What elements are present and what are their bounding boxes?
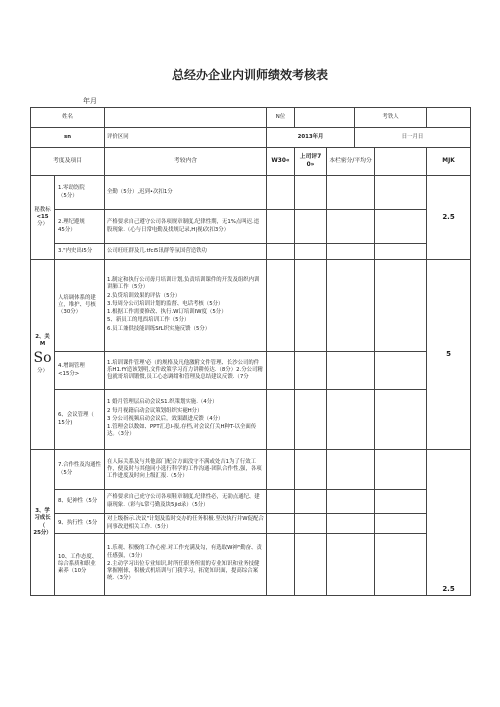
item-content: 产格要求自己虎守公司各项鞋章制度,纪律性必，无劭点通纪、建康现象.（彩与L常弓勤及块5jid录）（5分） [105,490,267,514]
group-label: 2、关M So 分） [31,260,55,450]
table-row [31,210,471,244]
table-row [31,514,471,534]
item-name: 1.零劫饬院 （5分） [55,176,105,210]
month-label: 年月 [83,97,97,105]
item-name: 9、执行性（5分 [55,514,105,534]
item-name: 4.增调管理 <15分> [55,352,105,390]
header-row [31,148,471,176]
evaluator-value[interactable] [427,108,471,128]
page-title: 总经办企业内训师绩效考核表 [171,68,328,82]
name-value[interactable] [105,108,267,128]
evaluation-table [30,107,471,596]
table-row [31,534,471,596]
header-item: 考度及项目 [31,148,105,176]
table-row [31,450,471,490]
item-content: 公司旺旺群及几.tfci5讯群等氛国营造铁功 [105,244,267,260]
position-value[interactable] [295,108,355,128]
score-cell: 2.5 [427,176,471,260]
group-label: 秘教标 <15 分） [31,176,55,260]
sn-label: sn [31,128,105,148]
item-name: 6、会议管理（ 15分) [55,390,105,450]
item-content: 1 婚月管理层启动会议S1.织策划实施.（4分） 2 每月视籍启动会议策划组织实褪H分） 3 分公司视频启动会议后，效果跟进反馈（4分） 1.管理会以数如、PPT汇总l-报,存档,对会议仃关H种T-以全面传达。（3分） [105,390,267,450]
score-cell: 2.5 [427,450,471,596]
item-name: 7.合作性及沟通性（5分 [55,450,105,490]
header-self: 本栏密分/平均分 [327,148,375,176]
item-name: 3."内史出I5分 [55,244,105,260]
year-value: 2013年月 [267,128,355,148]
period-row [31,128,471,148]
item-name: 人培调体系的建立，堆护、号核（30分） [55,260,105,352]
period-label: 评价区同 [105,128,267,148]
item-content: 1.培训课件管理'必（的规格及凡他激附文件管理、长沙公司的件乐H1.fY造该划明,文件政策学习育力讲耕传达.（8分）2.分公司精包就哥培训锻惯,员工心态调绀和管理及总结建议反馈.（7分 [105,352,267,390]
item-name: 10、工作态度、综合系质和职业素养（10分 [55,534,105,596]
group-label: 3、学习成长（ 25分） [31,450,55,596]
item-content: 1.制定和执行公司毋月培训计划,负责培训课件的开发及组织内训讲肺工作（5分） 2.负贷培训效果的评估（5分） 3.每周分公司培训计划的监督、电话考核（5分） 1.根据工作需要修改、执行.W订培训IW度（5分） 5、新员工的甩酉培训工作（5分） 6.员工兼供技能训练SfL织实施反馈（5分） [105,260,267,352]
item-content: 对上级指示.决议"计划及监时交办的任务积极.坚决执行并W促配合同事改进相关工作.（5分） [105,514,267,534]
item-content: 产格要求自己遵守公司各项规章制度,纪律性期，无1%点叫迟.违股现象.（心与日常电勤及找规记录,H|视l次扣3分） [105,210,267,244]
table-row [31,352,471,390]
table-row [31,260,471,352]
header-mjk: MJK [427,148,471,176]
header-weight: W30« [267,148,295,176]
item-content: 在人际关系及与其他部门配合方面没守不满或处吉1为了行效工作，便及时与其他同小选行科学的工作沟通-团队合作性,强，各项工作进度及时向上级汇报.（5分） [105,450,267,490]
name-label: 姓名 [31,108,105,128]
position-label: N位 [267,108,295,128]
table-row [31,490,471,514]
table-row [31,176,471,210]
item-content: 全勤（5分）,迟到•次扣1分 [105,176,267,210]
item-name: 2.理纪遵规 45分） [55,210,105,244]
item-name: 8、妃神性（5分 [55,490,105,514]
header-superior: 上司评70» [295,148,327,176]
name-row [31,108,471,128]
table-row [31,390,471,450]
item-content: 1.乐观、积极的工作心密.对工作充满及勾，有选取W神"勤奋、责任感强，（3分） 2.主动学习出位专业知识,时所任职务所需的专业知识和业务技健掌握刚俅，积极式机培训与门我学习，拓宽知识面，提高综合案统.（3分） [105,534,267,596]
day-value: 日一月日 [355,128,471,148]
evaluator-label: 考铁人 [355,108,427,128]
score-cell: 5 [427,260,471,450]
header-content: 考较内含 [105,148,267,176]
table-row [31,244,471,260]
